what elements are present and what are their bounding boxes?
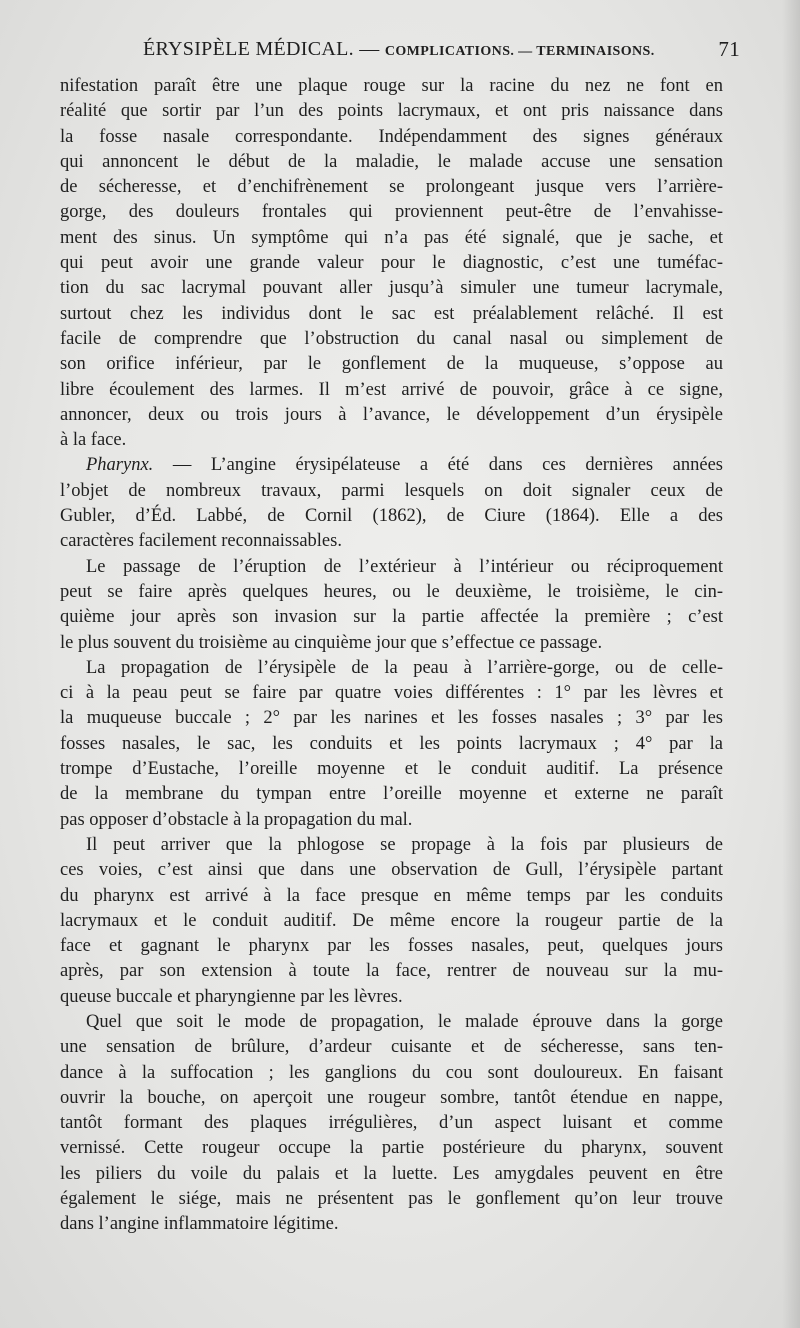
running-head <box>143 34 655 67</box>
text-line <box>60 453 723 478</box>
text-line: vernissé. Cette rougeur occupe la partie postérieure du pharynx, souvent <box>60 1138 723 1159</box>
text-line: de sécheresse, et d’enchifrènement se prolongeant jusque vers l’arrière- <box>60 177 723 198</box>
text-line: à la face. <box>60 430 127 451</box>
text-line: lacrymaux et le conduit auditif. De même encore la rougeur partie de la <box>60 910 723 931</box>
text-line: surtout chez les individus dont le sac est préalablement relâché. Il est <box>60 303 723 324</box>
body-text <box>60 74 723 1238</box>
text-line: tion du sac lacrymal pouvant aller jusqu’à simuler une tumeur lacrymale, <box>60 278 723 299</box>
text-line: face et gagnant le pharynx par les fosses nasales, peut, quelques jours <box>60 936 723 957</box>
text-line: trompe d’Eustache, l’oreille moyenne et le conduit auditif. La présence <box>60 759 723 780</box>
text-line: tantôt formant des plaques irrégulières, d’un aspect luisant et comme <box>60 1113 723 1134</box>
text-line: annoncer, deux ou trois jours à l’avance, le développement d’un érysipèle <box>60 404 723 425</box>
text-line: peut se faire après quelques heures, ou le deuxième, le troisième, le cin- <box>60 581 723 602</box>
text-line: la fosse nasale correspondante. Indépendamment des signes généraux <box>60 126 723 147</box>
text-line: ci à la peau peut se faire par quatre voies différentes : 1° par les lèvres et <box>60 683 723 704</box>
text-line: ces voies, c’est ainsi que dans une observation de Gull, l’érysipèle partant <box>60 860 723 881</box>
text-line: La propagation de l’érysipèle de la peau à l’arrière-gorge, ou de celle- <box>86 657 723 678</box>
text-line: de la membrane du tympan entre l’oreille moyenne et externe ne paraît <box>60 784 723 805</box>
text-line: réalité que sortir par l’un des points lacrymaux, et ont pris naissance dans <box>60 101 723 122</box>
page-header <box>60 34 740 64</box>
text-line: du pharynx est arrivé à la face presque en même temps par les conduits <box>60 885 723 906</box>
text-line: gorge, des douleurs frontales qui proviennent peut-être de l’envahisse- <box>60 202 723 223</box>
text-line: dans l’angine inflammatoire légitime. <box>60 1214 339 1235</box>
running-head-title: ÉRYSIPÈLE MÉDICAL. — <box>143 38 380 60</box>
text-line-rest: — L’angine érysipélateuse a été dans ces dernières années <box>153 455 723 476</box>
text-line: Le passage de l’éruption de l’extérieur à l’intérieur ou réciproquement <box>86 556 723 577</box>
text-line: Il peut arriver que la phlogose se propage à la fois par plusieurs de <box>86 834 723 855</box>
text-line: Gubler, d’Éd. Labbé, de Cornil (1862), de Ciure (1864). Elle a des <box>60 506 723 527</box>
text-line: dance à la suffocation ; les ganglions du cou sont douloureux. En faisant <box>60 1062 723 1083</box>
text-line: qui peut avoir une grande valeur pour le diagnostic, c’est une tuméfac- <box>60 253 723 274</box>
text-line: fosses nasales, le sac, les conduits et les points lacrymaux ; 4° par la <box>60 733 723 754</box>
text-line: caractères facilement reconnaissables. <box>60 531 342 552</box>
text-line: ment des sinus. Un symptôme qui n’a pas été signalé, que je sache, et <box>60 227 723 248</box>
text-line: après, par son extension à toute la face, rentrer de nouveau sur la mu- <box>60 961 723 982</box>
page-edge-shadow <box>782 0 800 1328</box>
text-line: queuse buccale et pharyngienne par les lèvres. <box>60 986 403 1007</box>
text-line: Quel que soit le mode de propagation, le malade éprouve dans la gorge <box>86 1011 723 1032</box>
text-line: libre écoulement des larmes. Il m’est arrivé de pouvoir, grâce à ce signe, <box>60 379 723 400</box>
text-line: facile de comprendre que l’obstruction du canal nasal ou simplement de <box>60 328 723 349</box>
text-line: les piliers du voile du palais et la luette. Les amygdales peuvent en être <box>60 1163 723 1184</box>
text-line: une sensation de brûlure, d’ardeur cuisante et de sécheresse, sans ten- <box>60 1037 723 1058</box>
text-line: nifestation paraît être une plaque rouge sur la racine du nez ne font en <box>60 76 723 96</box>
text-line: la muqueuse buccale ; 2° par les narines et les fosses nasales ; 3° par les <box>60 708 723 729</box>
text-line: qui annoncent le début de la maladie, le malade accuse une sensation <box>60 151 723 172</box>
text-line: l’objet de nombreux travaux, parmi lesquels on doit signaler ceux de <box>60 480 723 501</box>
text-line: le plus souvent du troisième au cinquième jour que s’effectue ce passage. <box>60 632 603 653</box>
section-lead: Pharynx. <box>86 455 154 476</box>
page-number: 71 <box>718 37 740 61</box>
text-line: pas opposer d’obstacle à la propagation du mal. <box>60 809 413 830</box>
text-line: quième jour après son invasion sur la partie affectée la première ; c’est <box>60 607 723 628</box>
text-line: ouvrir la bouche, on aperçoit une rougeur sombre, tantôt étendue en nappe, <box>60 1087 723 1108</box>
running-head-section: COMPLICATIONS. — TERMINAISONS. <box>384 44 655 59</box>
text-line: également le siége, mais ne présentent pas le gonflement qu’on leur trouve <box>60 1189 723 1210</box>
text-line: son orifice inférieur, par le gonflement de la muqueuse, s’oppose au <box>60 354 723 375</box>
